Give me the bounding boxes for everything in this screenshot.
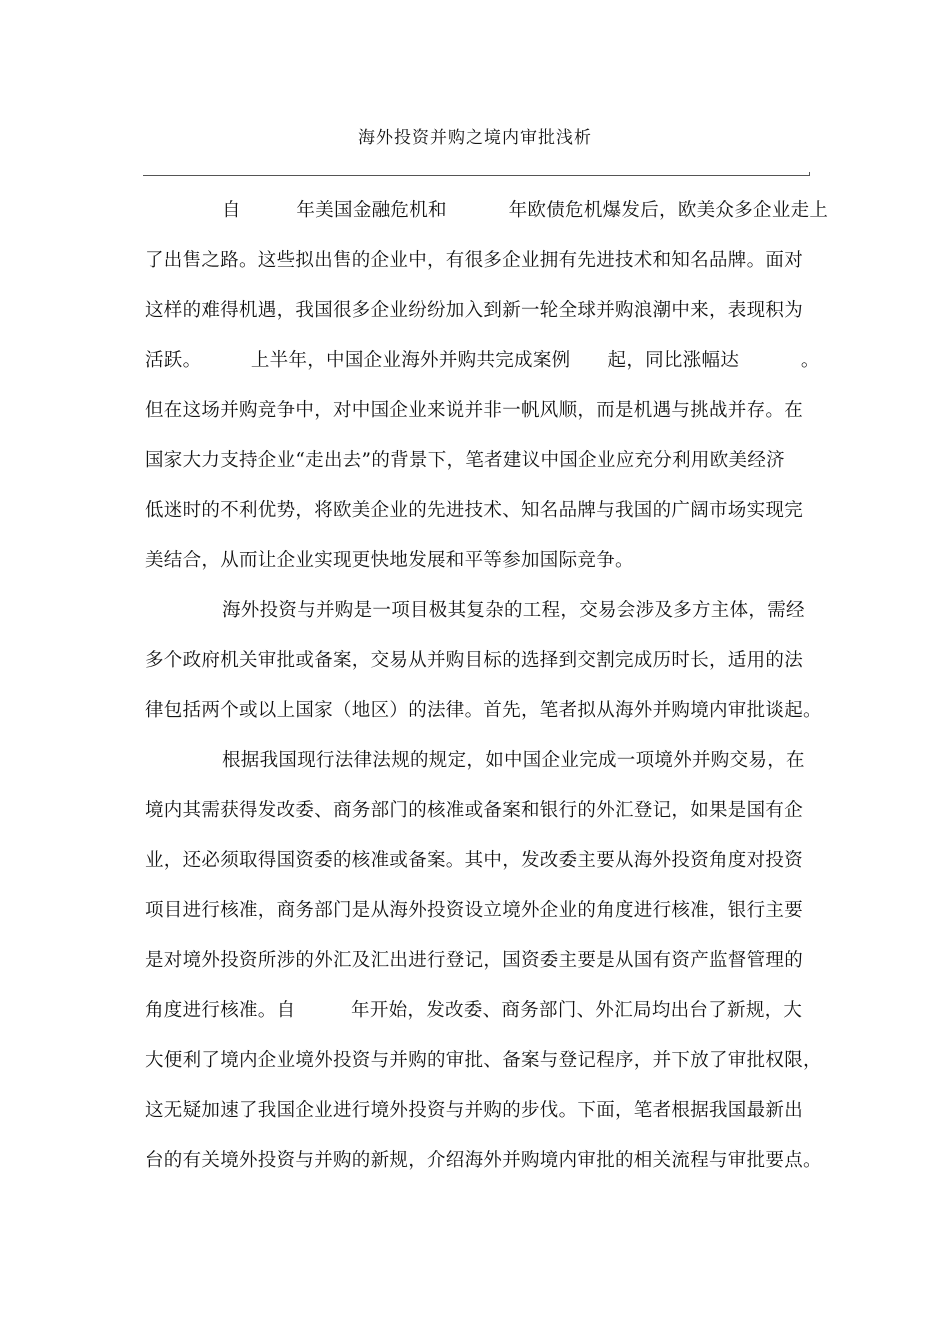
title-divider-end-mark [809, 172, 810, 176]
paragraph-3-line-5: 是对境外投资所涉的外汇及汇出进行登记，国资委主要是从国有资产监督管理的 [145, 950, 804, 971]
paragraph-3-line-7: 大便利了境内企业境外投资与并购的审批、备案与登记程序，并下放了审批权限， [145, 1050, 822, 1071]
paragraph-1-line-3: 这样的难得机遇，我国很多企业纷纷加入到新一轮全球并购浪潮中来，表现积为 [145, 300, 804, 321]
paragraph-2-line-2: 多个政府机关审批或备案，交易从并购目标的选择到交割完成历时长，适用的法 [145, 650, 804, 671]
paragraph-3-line-1: 根据我国现行法律法规的规定，如中国企业完成一项境外并购交易，在 [222, 750, 805, 771]
paragraph-1-line-1: 自 年美国金融危机和 年欧债危机爆发后，欧美众多企业走上 [222, 200, 829, 221]
paragraph-1-line-2: 了出售之路。这些拟出售的企业中，有很多企业拥有先进技术和知名品牌。面对 [145, 250, 804, 271]
paragraph-3-line-9: 台的有关境外投资与并购的新规，介绍海外并购境内审批的相关流程与审批要点。 [145, 1150, 822, 1171]
paragraph-3-line-2: 境内其需获得发改委、商务部门的核准或备案和银行的外汇登记，如果是国有企 [145, 800, 804, 821]
paragraph-1-line-7: 低迷时的不利优势，将欧美企业的先进技术、知名品牌与我国的广阔市场实现完 [145, 500, 804, 521]
paragraph-1-line-8: 美结合，从而让企业实现更快地发展和平等参加国际竞争。 [145, 550, 634, 571]
paragraph-1-line-4: 活跃。 上半年，中国企业海外并购共完成案例 起，同比涨幅达 。 [145, 350, 820, 371]
paragraph-3-line-8: 这无疑加速了我国企业进行境外投资与并购的步伐。下面，笔者根据我国最新出 [145, 1100, 804, 1121]
document-title: 海外投资并购之境内审批浅析 [358, 128, 592, 148]
paragraph-2-line-3: 律包括两个或以上国家（地区）的法律。首先，笔者拟从海外并购境内审批谈起。 [145, 700, 822, 721]
paragraph-3-line-6: 角度进行核准。自 年开始，发改委、商务部门、外汇局均出台了新规，大 [145, 1000, 803, 1021]
paragraph-2-line-1: 海外投资与并购是一项目极其复杂的工程，交易会涉及多方主体，需经 [222, 600, 805, 621]
paragraph-1-line-5: 但在这场并购竞争中，对中国企业来说并非一帆风顺，而是机遇与挑战并存。在 [145, 400, 804, 421]
title-divider [143, 175, 810, 176]
paragraph-3-line-4: 项目进行核准，商务部门是从海外投资设立境外企业的角度进行核准，银行主要 [145, 900, 804, 921]
paragraph-1-line-6: 国家大力支持企业“走出去”的背景下，笔者建议中国企业应充分利用欧美经济 [145, 450, 785, 471]
paragraph-3-line-3: 业，还必须取得国资委的核准或备案。其中，发改委主要从海外投资角度对投资 [145, 850, 804, 871]
